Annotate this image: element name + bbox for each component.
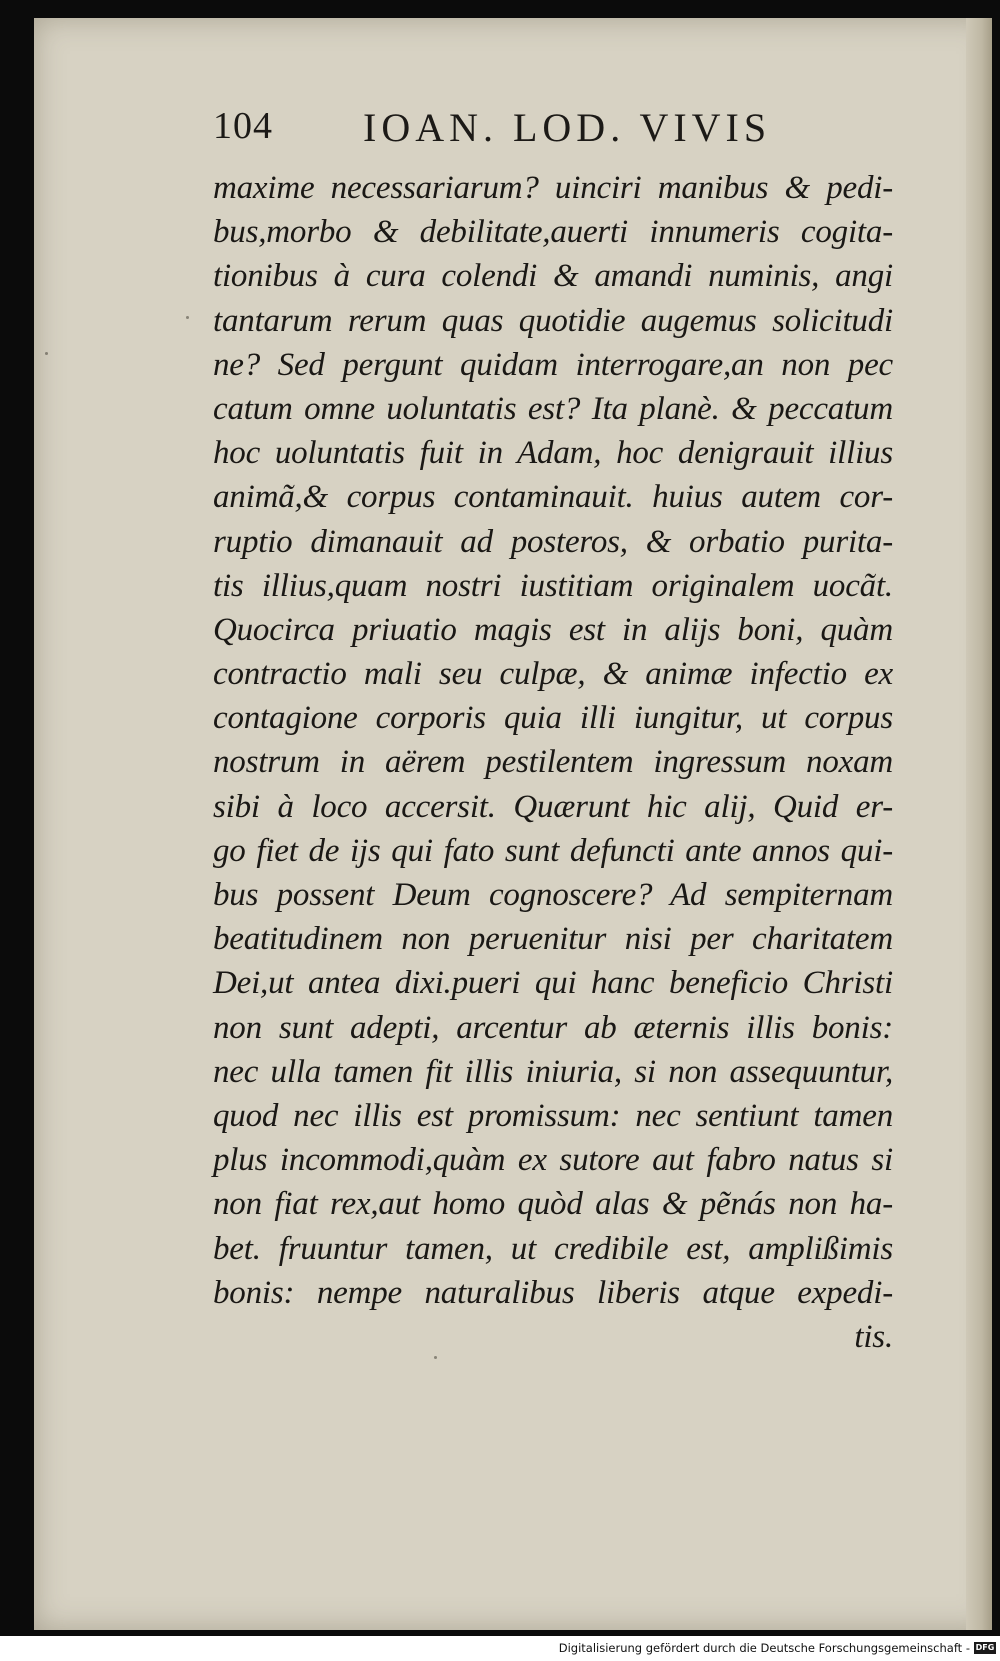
text-line: bus,morbo & debilitate,auerti innumeris cogita- [213, 214, 893, 251]
text-line: plus incommodi,quàm ex sutore aut fabro natus si [213, 1142, 893, 1179]
page-number: 104 [213, 105, 273, 147]
paper-speck [45, 352, 48, 355]
text-line: nec ulla tamen fit illis iniuria, si non assequuntur, [213, 1053, 893, 1090]
text-line: tionibus à cura colendi & amandi numinis, angi [213, 258, 893, 295]
text-line: bet. fruuntur tamen, ut credibile est, amplißimis [213, 1230, 893, 1267]
text-line: ruptio dimanauit ad posteros, & orbatio purita- [213, 523, 893, 560]
text-line: Dei,ut antea dixi.pueri qui hanc beneficio Christi [213, 965, 893, 1002]
text-line: contagione corporis quia illi iungitur, ut corpus [213, 700, 893, 737]
footer-credit: Digitalisierung gefördert durch die Deutsche Forschungsgemeinschaft - [558, 1641, 970, 1655]
dfg-logo-icon: DFG [975, 1643, 995, 1652]
text-line: Quocirca priuatio magis est in alijs boni, quàm [213, 611, 893, 648]
text-line: non sunt adepti, arcentur ab æternis illis bonis: [213, 1009, 893, 1046]
text-line: go fiet de ijs qui fato sunt defuncti ante annos qui- [213, 832, 893, 869]
catchword: tis. [854, 1318, 893, 1355]
text-line: non fiat rex,aut homo quòd alas & pẽnás non ha- [213, 1186, 893, 1223]
text-line: animã,& corpus contaminauit. huius autem cor- [213, 479, 893, 516]
text-line: maxime necessariarum? uinciri manibus & pedi- [213, 170, 893, 206]
text-line: ne? Sed pergunt quidam interrogare,an non pec [213, 346, 893, 383]
text-line: catum omne uoluntatis est? Ita planè. & peccatum [213, 390, 893, 427]
text-line: nostrum in aërem pestilentem ingressum noxam [213, 744, 893, 781]
text-line: contractio mali seu culpæ, & animæ infectio ex [213, 656, 893, 693]
text-line: sibi à loco accersit. Quærunt hic alij, Quid er- [213, 788, 893, 825]
text-line: tantarum rerum quas quotidie augemus solicitudi [213, 302, 893, 339]
text-line: tis illius,quam nostri iustitiam originalem uocãt. [213, 567, 893, 604]
digitization-footer [0, 1636, 1000, 1661]
running-head: IOAN. LOD. VIVIS [363, 105, 772, 150]
body-text [213, 166, 893, 1359]
text-line: beatitudinem non peruenitur nisi per charitatem [213, 921, 893, 958]
text-line: quod nec illis est promissum: nec sentiunt tamen [213, 1097, 893, 1134]
paper-speck [186, 316, 189, 319]
text-line: bonis: nempe naturalibus liberis atque expedi- [213, 1274, 893, 1311]
page-header [213, 104, 853, 156]
page-edge [966, 18, 992, 1630]
text-line: bus possent Deum cognoscere? Ad sempiternam [213, 877, 893, 913]
text-line: hoc uoluntatis fuit in Adam, hoc denigrauit illius [213, 435, 893, 472]
